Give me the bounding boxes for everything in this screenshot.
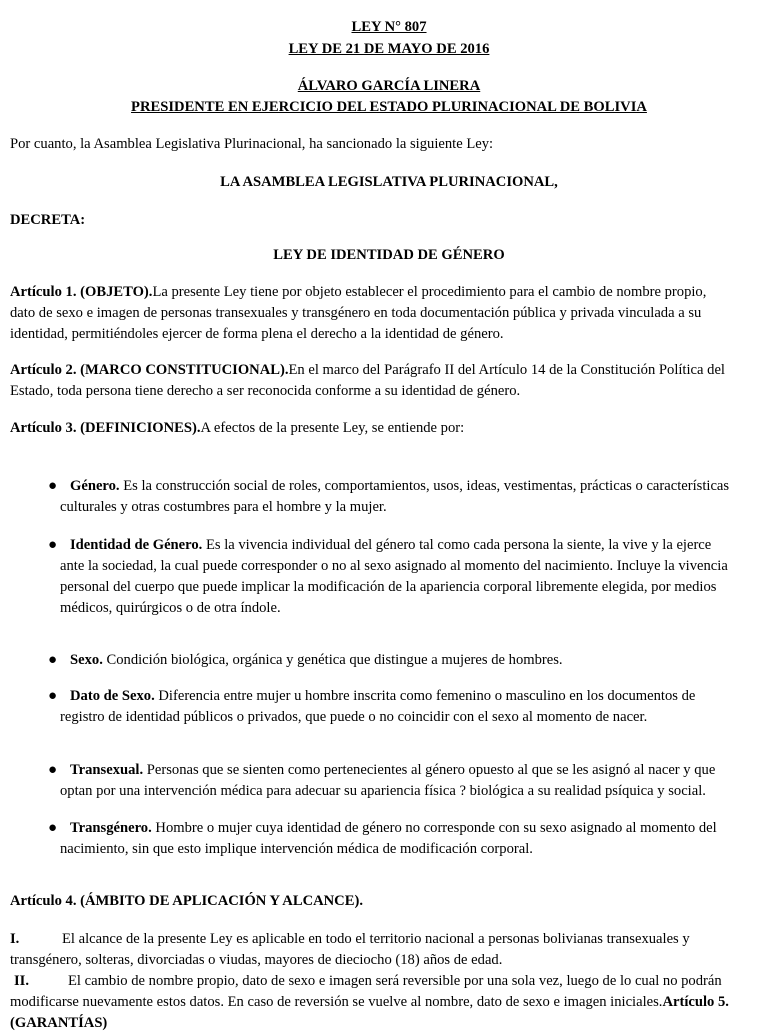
definition-identidad-line-3: personal del cuerpo que puede implicar la modificación de la apariencia corporal libremente elegida, por medios xyxy=(60,579,717,595)
definition-transexual xyxy=(70,760,768,781)
paragraph-text: El alcance de la presente Ley es aplicable en todo el territorio nacional a personas bolivianas transexuales y xyxy=(62,931,690,947)
definition-term: Sexo. xyxy=(70,652,103,668)
article-4-heading: Artículo 4. (ÁMBITO DE APLICACIÓN Y ALCANCE). xyxy=(10,893,363,909)
decreta: DECRETA: xyxy=(10,212,86,228)
preamble: Por cuanto, la Asamblea Legislativa Plurinacional, ha sancionado la siguiente Ley: xyxy=(10,136,494,152)
definition-transgenero xyxy=(70,818,768,839)
president-title: PRESIDENTE EN EJERCICIO DEL ESTADO PLURINACIONAL DE BOLIVIA xyxy=(131,99,647,115)
assembly-heading: LA ASAMBLEA LEGISLATIVA PLURINACIONAL, xyxy=(220,174,558,190)
article-4-paragraph-2 xyxy=(14,971,759,992)
definition-term: Transexual. xyxy=(70,762,144,778)
definition-text: Condición biológica, orgánica y genética que distingue a mujeres de hombres. xyxy=(102,652,563,668)
definition-transgenero-line-2: nacimiento, sin que esto implique intervención médica de modificación corporal. xyxy=(60,841,533,857)
bullet-icon: ● xyxy=(48,537,58,553)
article-2-text: En el marco del Parágrafo II del Artículo 14 de la Constitución Política del xyxy=(288,362,725,378)
article-2-line-2: Estado, toda persona tiene derecho a ser reconocida conforme a su identidad de género. xyxy=(10,383,521,399)
article-1-line-2: dato de sexo e imagen de personas transexuales y transgénero en toda documentación pública y privada vinculada a su xyxy=(10,305,702,321)
article-4-paragraph-1-line-2: transgénero, solteras, divorciadas o viudas, mayores de dieciocho (18) años de edad. xyxy=(10,952,503,968)
definition-term: Transgénero. xyxy=(70,820,152,836)
law-number: LEY N° 807 xyxy=(351,19,427,35)
article-3-text: A efectos de la presente Ley, se entiende por: xyxy=(200,420,465,436)
definition-transexual-line-2: optan por una intervención médica para adecuar su apariencia física ? biológica a su realidad psíquica y social. xyxy=(60,783,706,799)
paragraph-label: II. xyxy=(14,973,30,989)
definition-genero-line-2: culturales y otras costumbres para el hombre y la mujer. xyxy=(60,499,387,515)
definition-term: Dato de Sexo. xyxy=(70,688,155,704)
article-5-heading: Artículo 5. xyxy=(662,994,729,1010)
definition-text: Personas que se sienten como pertenecientes al género opuesto al que se les asignó al nacer y que xyxy=(143,762,716,778)
definition-term: Género. xyxy=(70,478,120,494)
article-2-heading: Artículo 2. (MARCO CONSTITUCIONAL). xyxy=(10,362,289,378)
definition-dato-sexo-line-2: registro de identidad públicos o privados, que puede o no coincidir con el sexo al momento de nacer. xyxy=(60,709,648,725)
paragraph-text: modificarse nuevamente estos datos. En caso de reversión se vuelve al nombre, dato de sexo e imagen iniciales. xyxy=(10,994,663,1010)
bullet-icon: ● xyxy=(48,762,58,778)
definition-sexo xyxy=(70,650,768,671)
article-1-text: La presente Ley tiene por objeto establecer el procedimiento para el cambio de nombre propio, xyxy=(152,284,707,300)
article-2-line-1 xyxy=(10,360,755,381)
definition-identidad-line-2: ante la sociedad, la cual puede corresponder o no al sexo asignado al momento del nacimiento. Incluye la vivencia xyxy=(60,558,728,574)
bullet-icon: ● xyxy=(48,478,58,494)
bullet-icon: ● xyxy=(48,652,58,668)
definition-text: Es la vivencia individual del género tal como cada persona la siente, la vive y la ejerce xyxy=(202,537,712,553)
article-1-line-1 xyxy=(10,282,755,303)
article-1-line-3: identidad, permitiéndoles ejercer de forma plena el derecho a la identidad de género. xyxy=(10,326,504,342)
definition-term: Identidad de Género. xyxy=(70,537,203,553)
definition-text: Hombre o mujer cuya identidad de género no corresponde con su sexo asignado al momento del xyxy=(151,820,717,836)
law-title: LEY DE IDENTIDAD DE GÉNERO xyxy=(273,247,505,263)
definition-identidad-line-4: médicos, quirúrgicos o de otra índole. xyxy=(60,600,281,616)
definition-genero xyxy=(70,476,768,497)
definition-text: Diferencia entre mujer u hombre inscrita como femenino o masculino en los documentos de xyxy=(154,688,696,704)
paragraph-text: El cambio de nombre propio, dato de sexo e imagen será reversible por una sola vez, luego de lo cual no podrán xyxy=(68,973,722,989)
article-1-heading: Artículo 1. (OBJETO). xyxy=(10,284,153,300)
article-4-paragraph-1 xyxy=(10,929,755,950)
article-5-heading-cont: (GARANTÍAS) xyxy=(10,1015,108,1031)
paragraph-label: I. xyxy=(10,931,20,947)
bullet-icon: ● xyxy=(48,820,58,836)
definition-identidad xyxy=(70,535,768,556)
article-4-paragraph-2-line-2 xyxy=(10,992,755,1013)
president-name: ÁLVARO GARCÍA LINERA xyxy=(297,78,481,94)
article-3-heading: Artículo 3. (DEFINICIONES). xyxy=(10,420,201,436)
article-3-line-1 xyxy=(10,418,755,439)
definition-text: Es la construcción social de roles, comportamientos, usos, ideas, vestimentas, prácticas o características xyxy=(119,478,730,494)
law-date: LEY DE 21 DE MAYO DE 2016 xyxy=(288,41,490,57)
bullet-icon: ● xyxy=(48,688,58,704)
definition-dato-sexo xyxy=(70,686,768,707)
